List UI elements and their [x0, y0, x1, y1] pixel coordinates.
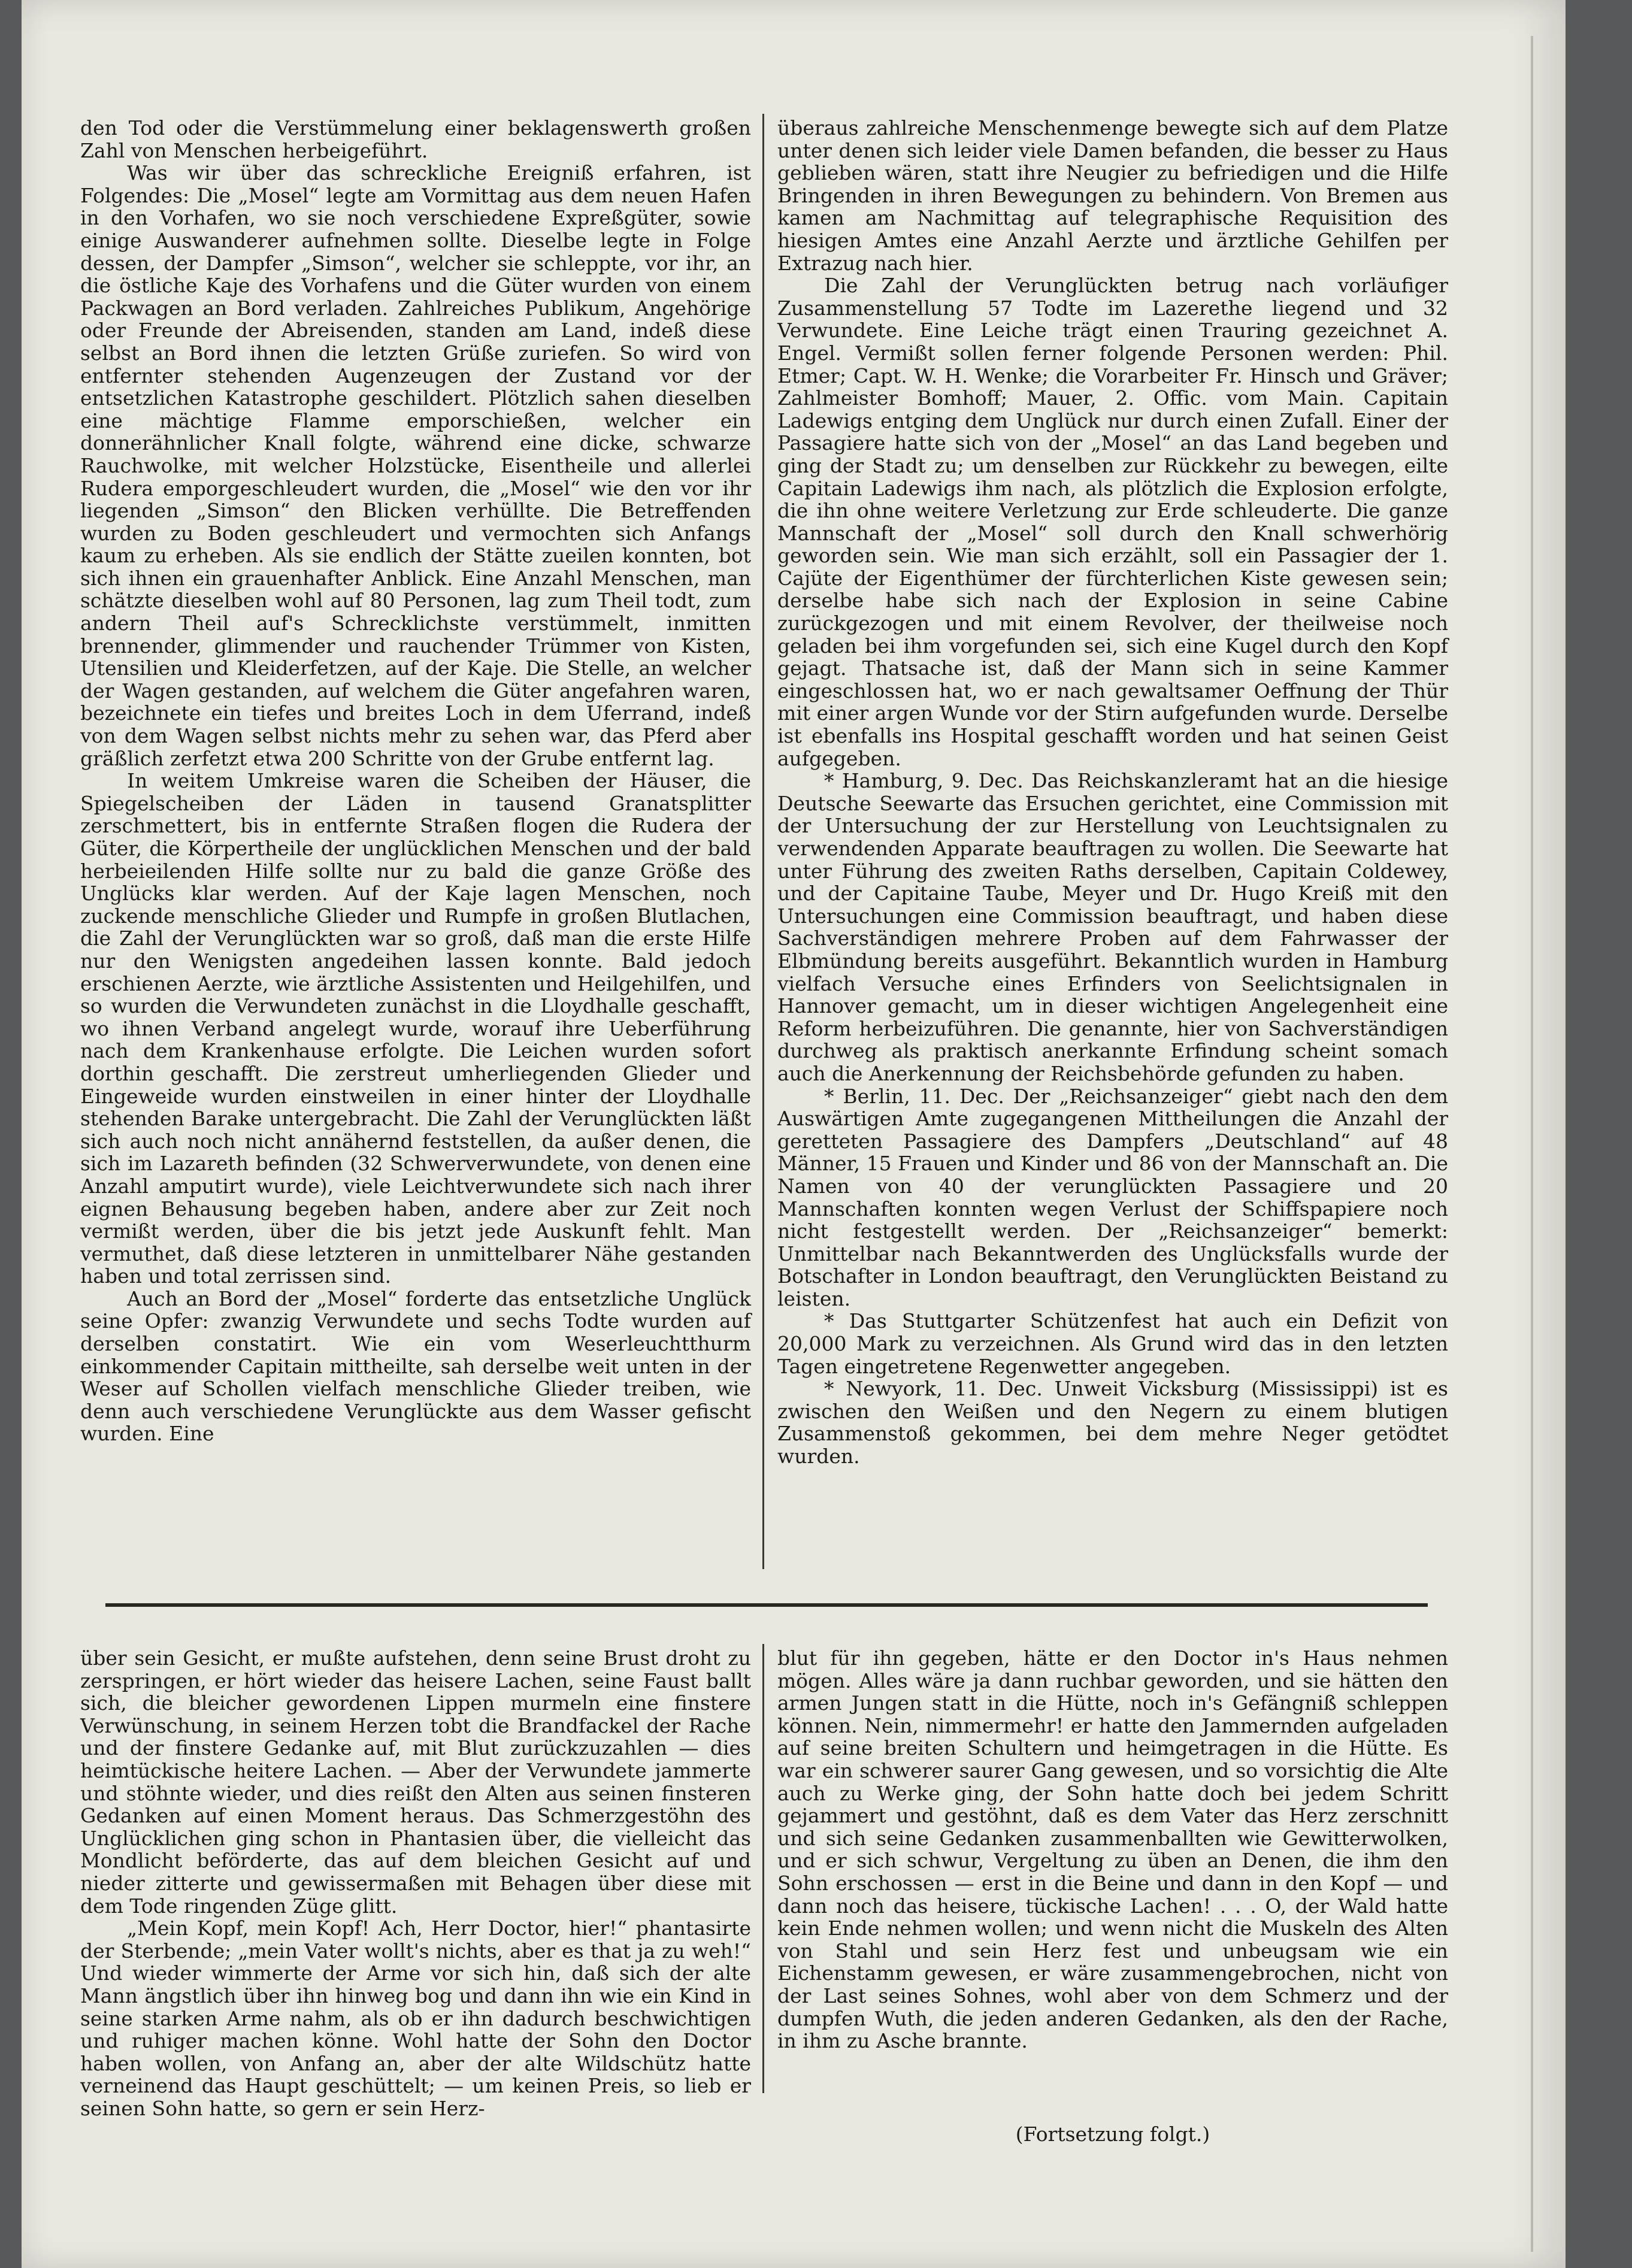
column-divider [762, 114, 764, 1569]
story-column-left [80, 1647, 751, 2119]
newspaper-page [22, 0, 1566, 2268]
article-column-left [80, 117, 751, 1445]
news-item-berlin: * Berlin, 11. Dec. Der „Reichsanzeiger“ giebt nach den dem Auswärtigen Amte zugegangenen Mittheilungen die Anzahl der geretteten Passagiere des Dampfers „Deutschland“ auf 48 Männer, 15 Frauen und Kinder und 86 von der Mannschaft an. Die Namen von 40 der verunglückten Passagiere und 20 Mannschaften konnten wegen Verlust der Schiffspapiere noch nicht festgestellt werden. Der „Reichsanzeiger“ bemerkt: Unmittelbar nach Bekanntwerden des Unglücksfalls wurde der Botschafter in London beauftragt, den Verunglückten Beistand zu leisten. [777, 1084, 1448, 1310]
story-column-right [777, 1647, 1448, 2052]
article-column-right [777, 117, 1448, 1468]
news-item-hamburg: * Hamburg, 9. Dec. Das Reichskanzleramt hat an die hiesige Deutsche Seewarte das Ersuchen gerichtet, eine Commission mit der Untersuchung der zur Herstellung von Leuchtsignalen zu verwendenden Apparate beauftragen zu wollen. Die Seewarte hat unter Führung des zweiten Raths derselben, Capitain Coldewey, und der Capitaine Taube, Meyer und Dr. Hugo Kreiß mit den Untersuchungen eine Commission beauftragt, und haben diese Sachverständigen mehrere Proben auf dem Fahrwasser der Elbmündung bereits ausgeführt. Bekanntlich wurden in Hamburg vielfach Versuche eines Erfinders von Seelichtsignalen in Hannover gemacht, um in dieser wichtigen Angelegenheit eine Reform herbeizuführen. Die genannte, hier von Sachverständigen durchweg als praktisch anerkannte Erfindung scheint somach auch die Anerkennung der Reichsbehörde gefunden zu haben. [777, 769, 1448, 1085]
paragraph: den Tod oder die Verstümmelung einer beklagenswerth großen Zahl von Menschen herbeigeführt. [80, 116, 751, 162]
paragraph: „Mein Kopf, mein Kopf! Ach, Herr Doctor, hier!“ phantasirte der Sterbende; „mein Vater wollt's nichts, aber es that ja zu weh!“ Und wieder wimmerte der Arme vor sich hin, daß sich der alte Mann ängstlich über ihn hinweg bog und dann ihn wie ein Kind in seine starken Arme nahm, als ob er ihn dadurch beschwichtigen und ruhiger machen könne. Wohl hatte der Sohn den Doctor haben wollen, von Anfang an, aber der alte Wildschütz hatte verneinend das Haupt geschüttelt; — um keinen Preis, so lieb er seinen Sohn hatte, so gern er sein Herz- [80, 1916, 751, 2120]
paragraph: Die Zahl der Verunglückten betrug nach vorläufiger Zusammenstellung 57 Todte im Lazerethe liegend und 32 Verwundete. Eine Leiche trägt einen Trauring gezeichnet A. Engel. Vermißt sollen ferner folgende Personen werden: Phil. Etmer; Capt. W. H. Wenke; die Vorarbeiter Fr. Hinsch und Gräver; Zahlmeister Bomhoff; Mauer, 2. Offic. vom Main. Capitain Ladewigs entging dem Unglück nur durch einen Zufall. Einer der Passagiere hatte sich von der „Mosel“ an das Land begeben und ging der Stadt zu; um denselben zur Rückkehr zu bewegen, eilte Capitain Ladewigs ihm nach, als plötzlich die Explosion erfolgte, die ihn ohne weitere Verletzung zur Erde schleuderte. Die ganze Mannschaft der „Mosel“ soll durch den Knall schwerhörig geworden sein. Wie man sich erzählt, soll ein Passagier der 1. Cajüte der Eigenthümer der fürchterlichen Kiste gewesen sein; derselbe habe sich nach der Explosion in seine Cabine zurückgezogen und mit einem Revolver, der theilweise noch geladen bei ihm vorgefunden sei, sich eine Kugel durch den Kopf gejagt. Thatsache ist, daß der Mann sich in seine Kammer eingeschlossen hat, wo er nach gewaltsamer Oeffnung der Thür mit einer argen Wunde vor der Stirn aufgefunden wurde. Derselbe ist ebenfalls ins Hospital geschafft worden und hat seinen Geist aufgegeben. [777, 274, 1448, 770]
section-divider [105, 1603, 1428, 1607]
paragraph: In weitem Umkreise waren die Scheiben der Häuser, die Spiegelscheiben der Läden in tausend Granatsplitter zerschmettert, bis in entfernte Straßen flogen die Rudera der Güter, die Körpertheile der unglücklichen Menschen und der bald herbeieilenden Hilfe sollte nur zu bald die ganze Größe des Unglücks klar werden. Auf der Kaje lagen Menschen, noch zuckende menschliche Glieder und Rumpfe in großen Blutlachen, die Zahl der Verunglückten war so groß, daß man die erste Hilfe nur den Wenigsten angedeihen lassen konnte. Bald jedoch erschienen Aerzte, wie ärztliche Assistenten und Heilgehilfen, und so wurden die Verwundeten zunächst in die Lloydhalle geschafft, wo ihnen Verband angelegt wurde, worauf ihre Ueberführung nach dem Krankenhause erfolgte. Die Leichen wurden sofort dorthin geschafft. Die zerstreut umherliegenden Glieder und Eingeweide wurden einstweilen in einer hinter der Lloydhalle stehenden Barake untergebracht. Die Zahl der Verunglückten läßt sich auch noch nicht annähernd feststellen, da außer denen, die sich im Lazareth befinden (32 Schwerverwundete, von denen eine Anzahl amputirt wurde), viele Leichtverwundete sich nach ihrer eignen Behausung begeben haben, andere aber zur Zeit noch vermißt werden, über die bis jetzt jede Auskunft fehlt. Man vermuthet, daß diese letzteren in unmittelbarer Nähe gestanden haben und total zerrissen sind. [80, 769, 751, 1288]
continued-notice: (Fortsetzung folgt.) [1015, 2122, 1210, 2146]
news-item-stuttgart: * Das Stuttgarter Schützenfest hat auch ein Defizit von 20,000 Mark zu verzeichnen. Als Grund wird das in den letzten Tagen eingetretene Regenwetter angegeben. [777, 1309, 1448, 1378]
paragraph: überaus zahlreiche Menschenmenge bewegte sich auf dem Platze unter denen sich leider viele Damen befanden, die besser zu Haus geblieben wären, statt ihre Neugier zu befriedigen und die Hilfe Bringenden in ihren Bewegungen zu behindern. Von Bremen aus kamen am Nachmittag auf telegraphische Requisition des hiesigen Amtes eine Anzahl Aerzte und ärztliche Gehilfen per Extrazug nach hier. [777, 116, 1448, 275]
paragraph: Was wir über das schreckliche Ereigniß erfahren, ist Folgendes: Die „Mosel“ legte am Vormittag aus dem neuen Hafen in den Vorhafen, wo sie noch verschiedene Expreßgüter, sowie einige Auswanderer aufnehmen sollte. Dieselbe legte in Folge dessen, der Dampfer „Simson“, welcher sie schleppte, vor ihr, an die östliche Kaje des Vorhafens und die Güter wurden von einem Packwagen an Bord verladen. Zahlreiches Publikum, Angehörige oder Freunde der Abreisenden, standen am Land, indeß diese selbst an Bord ihnen die letzten Grüße zuriefen. So wird von entfernter stehenden Augenzeugen der Zustand vor der entsetzlichen Katastrophe geschildert. Plötzlich sahen dieselben eine mächtige Flamme emporschießen, welcher ein donnerähnlicher Knall folgte, während eine dicke, schwarze Rauchwolke, mit welcher Holzstücke, Eisentheile und allerlei Rudera emporgeschleudert wurden, die „Mosel“ wie den vor ihr liegenden „Simson“ den Blicken verhüllte. Die Betreffenden wurden zu Boden geschleudert und vermochten sich Anfangs kaum zu erheben. Als sie endlich der Stätte zueilen konnten, bot sich ihnen ein grauenhafter Anblick. Eine Anzahl Menschen, man schätzte dieselben wohl auf 80 Personen, lag zum Theil todt, zum andern Theil auf's Schrecklichste verstümmelt, inmitten brennender, glimmender und rauchender Trümmer von Kisten, Utensilien und Kleiderfetzen, auf der Kaje. Die Stelle, an welcher der Wagen gestanden, auf welchem die Güter angefahren waren, bezeichnete ein tiefes und breites Loch in dem Uferrand, indeß von dem Wagen selbst nichts mehr zu sehen war, das Pferd aber gräßlich zerfetzt etwa 200 Schritte von der Grube entfernt lag. [80, 161, 751, 770]
page-edge [1531, 36, 1533, 2252]
paragraph: über sein Gesicht, er mußte aufstehen, denn seine Brust droht zu zerspringen, er hört wieder das heisere Lachen, seine Faust ballt sich, die bleicher gewordenen Lippen murmeln eine finstere Verwünschung, in seinem Herzen tobt die Brandfackel der Rache und der finstere Gedanke auf, mit Blut zurückzuzahlen — dies heimtückische heitere Lachen. — Aber der Verwundete jammerte und stöhnte wieder, und dies reißt den Alten aus seinen finsteren Gedanken auf einen Moment heraus. Das Schmerzgestöhn des Unglücklichen ging schon in Phantasien über, die vielleicht das Mondlicht beförderte, das auf dem bleichen Gesicht auf und nieder zitterte und gewissermaßen mit Behagen über diese mit dem Tode ringenden Züge glitt. [80, 1646, 751, 1918]
paragraph: blut für ihn gegeben, hätte er den Doctor in's Haus nehmen mögen. Alles wäre ja dann ruchbar geworden, und sie hätten den armen Jungen statt in die Hütte, noch in's Gefängniß schleppen können. Nein, nimmermehr! er hatte den Jammernden aufgeladen auf seine breiten Schultern und heimgetragen in die Hütte. Es war ein schwerer saurer Gang gewesen, und so vorsichtig die Alte auch zu Werke ging, der Sohn hatte doch bei jedem Schritt gejammert und gestöhnt, daß es dem Vater das Herz zerschnitt und sich seine Gedanken zusammenballten wie Gewitterwolken, und er sich schwur, Vergeltung zu üben an Denen, die ihm den Sohn erschossen — erst in die Beine und dann in den Kopf — und dann noch das heisere, tückische Lachen! . . . O, der Wald hatte kein Ende nehmen wollen; und wenn nicht die Muskeln des Alten von Stahl und sein Herz fest und unbeugsam wie ein Eichenstamm gewesen, er wäre zusammengebrochen, nicht von der Last seines Sohnes, wohl aber von dem Schmerz und der dumpfen Wuth, die jeden anderen Gedanken, als den der Rache, in ihm zu Asche brannte. [777, 1646, 1448, 2053]
paragraph: Auch an Bord der „Mosel“ forderte das entsetzliche Unglück seine Opfer: zwanzig Verwundete und sechs Todte wurden auf derselben constatirt. Wie ein vom Weserleuchtthurm einkommender Capitain mittheilte, sah derselbe weit unten in der Weser auf Schollen vielfach menschliche Glieder treiben, wie denn auch verschiedene Verunglückte aus dem Wasser gefischt wurden. Eine [80, 1286, 751, 1446]
news-item-newyork: * Newyork, 11. Dec. Unweit Vicksburg (Mississippi) ist es zwischen den Weißen und den Negern zu einem blutigen Zusammenstoß gekommen, bei dem mehre Neger getödtet wurden. [777, 1377, 1448, 1468]
column-divider [762, 1644, 764, 2093]
